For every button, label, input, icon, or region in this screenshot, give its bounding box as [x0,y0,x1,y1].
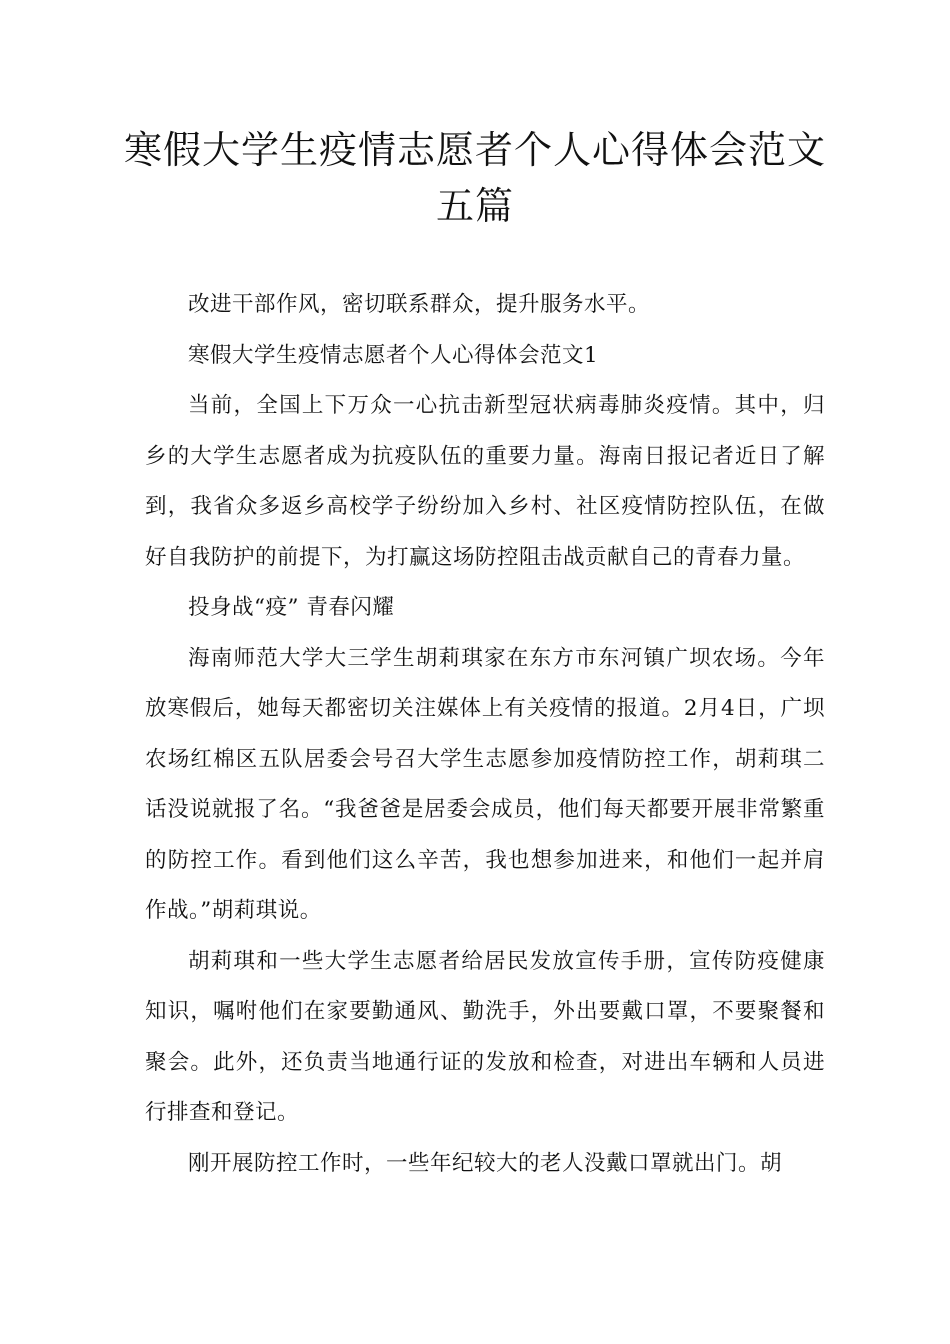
document-body [145,280,825,1189]
document-title: 寒假大学生疫情志愿者个人心得体会范文五篇 [123,128,826,228]
paragraph: 当前，全国上下万众一心抗击新型冠状病毒肺炎疫情。其中，归乡的大学生志愿者成为抗疫队伍的重要力量。海南日报记者近日了解到，我省众多返乡高校学子纷纷加入乡村、社区疫情防控队伍，在做好自我防护的前提下，为打赢这场防控阻击战贡献自己的青春力量。 [145,393,825,570]
subheading: 投身战“疫” 青春闪耀 [188,595,395,620]
paragraph: 海南师范大学大三学生胡莉琪家在东方市东河镇广坝农场。今年放寒假后，她每天都密切关注媒体上有关疫情的报道。2月4日，广坝农场红棉区五队居委会号召大学生志愿参加疫情防控工作，胡莉琪二话没说就报了名。“我爸爸是居委会成员，他们每天都要开展非常繁重的防控工作。看到他们这么辛苦，我也想参加进来，和他们一起并肩作战。”胡莉琪说。 [145,645,825,923]
section-heading: 寒假大学生疫情志愿者个人心得体会范文1 [188,342,599,368]
paragraph: 刚开展防控工作时，一些年纪较大的老人没戴口罩就出门。胡 [188,1150,783,1176]
paragraph-intro: 改进干部作风，密切联系群众，提升服务水平。 [188,292,651,317]
paragraph: 胡莉琪和一些大学生志愿者给居民发放宣传手册，宣传防疫健康知识，嘱咐他们在家要勤通风、勤洗手，外出要戴口罩，不要聚餐和聚会。此外，还负责当地通行证的发放和检查，对进出车辆和人员进行排查和登记。 [145,948,825,1125]
